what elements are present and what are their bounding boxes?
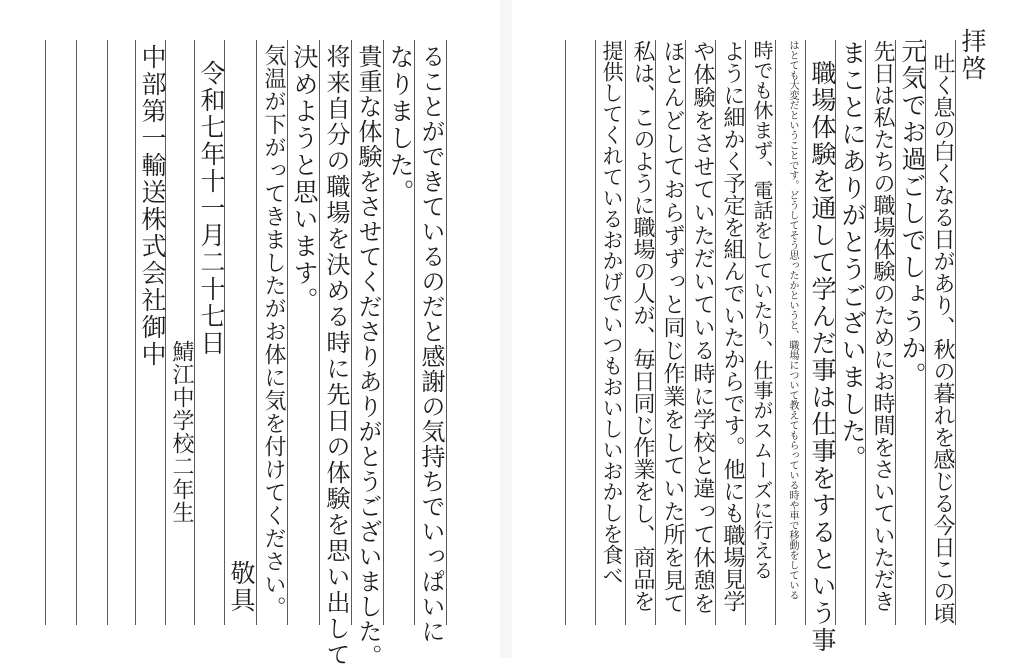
ruled-line — [446, 40, 447, 625]
ruled-line — [351, 40, 352, 625]
ruled-line — [256, 40, 257, 625]
ruled-line — [194, 40, 195, 625]
letter-page-left — [0, 0, 500, 669]
letter-body-line: なりました。 — [386, 44, 415, 206]
letter-body-line: 先日は私たちの職場体験のためにお時間をさいていただき — [870, 40, 895, 612]
ruled-line — [135, 40, 136, 625]
ruled-line — [107, 40, 108, 625]
ruled-line — [45, 40, 46, 625]
page-gap — [500, 0, 512, 658]
letter-body-line: 時でも休まず、電話をしていたり、仕事がスムーズに行える — [750, 40, 774, 580]
letter-body-line: 職場体験を通して学んだ事は仕事をするという事 — [808, 60, 837, 654]
letter-body-line: 決めようと思います。 — [290, 44, 319, 314]
letter-body-line: ように細かく予定を組んでいたからです。他にも職場見学 — [720, 40, 745, 612]
letter-body-line: 貴重な体験をさせてくださりありがとうございました。 — [354, 44, 382, 669]
letter-body-line: 私は、このように職場の人が、毎日同じ作業をし、商品を — [630, 40, 655, 612]
letter-body-line: 将来自分の職場を決める時に先日の体験を思い出して — [322, 44, 350, 668]
ruled-line — [383, 40, 384, 625]
ruled-line — [76, 40, 77, 625]
letter-body-line: や体験をさせていただいている時に学校と違って休憩を — [690, 40, 715, 615]
letter-body-line: はとても大変だということです。どうしてそう思ったかというと、職場について教えてもらっている時や車で移動をしている — [787, 40, 798, 600]
letter-page-right — [512, 0, 1024, 658]
ruled-line — [565, 40, 566, 625]
recipient-name: 中部第一輸送株式会社御中 — [138, 44, 167, 368]
letter-body-line: 吐く息の白くなる日があり、秋の暮れを感じる今日この頃 — [930, 52, 955, 624]
sender-name: 鯖江中学校二年生 — [169, 340, 194, 524]
closing-keigu: 敬具 — [227, 560, 256, 614]
letter-body-line: まことにありがとうございました。 — [838, 40, 867, 472]
ruled-line — [319, 40, 320, 625]
letter-date: 令和七年十一月二十七日 — [197, 60, 226, 357]
letter-body-line: 元気でお過ごしでしょうか。 — [898, 38, 927, 389]
letter-body-line: ほとんどしておらずずっと同じ作業をしていた所を見て — [660, 40, 685, 615]
ruled-line — [595, 40, 596, 625]
letter-body-line: 気温が下がってきましたがお体に気を付けてください。 — [261, 44, 286, 619]
letter-body-line: 提供してくれているおかげでいつもおいしいおかしを食べ — [600, 40, 624, 586]
letter-body-line: ることができているのだと感謝の気持ちでいっぱいに — [417, 44, 445, 644]
letter-opening-haikei: 拝啓 — [958, 28, 987, 82]
